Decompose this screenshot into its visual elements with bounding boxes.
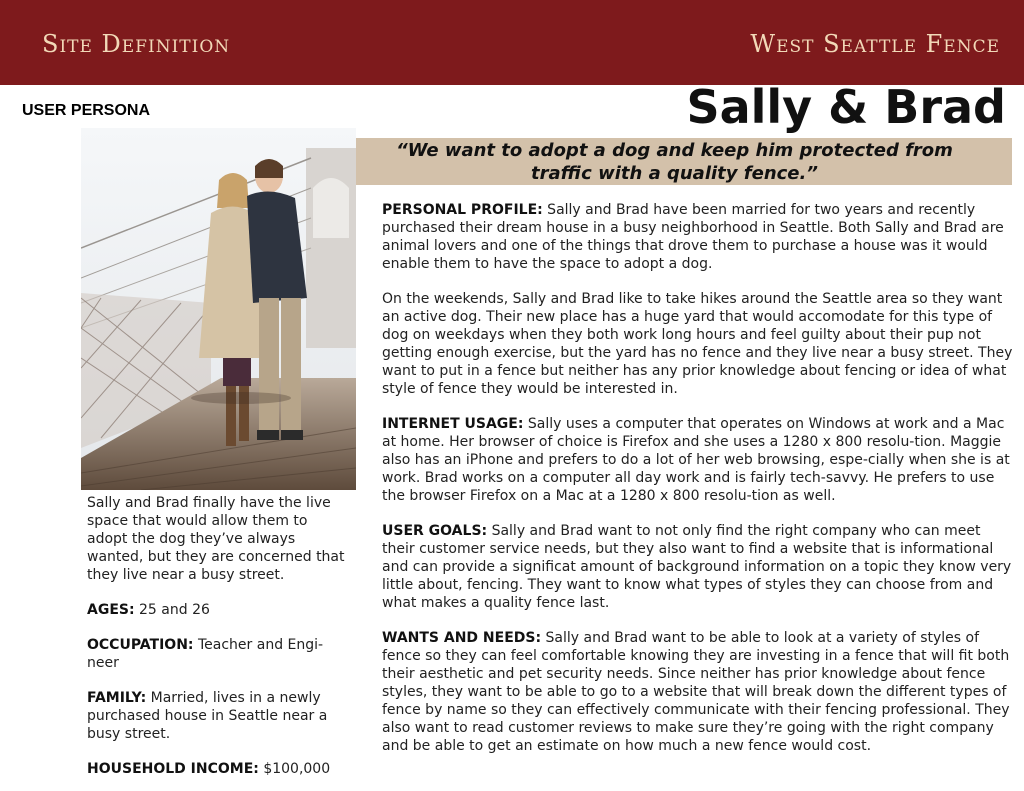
internet-usage-label: INTERNET USAGE: — [382, 416, 524, 432]
personal-profile-text: Sally and Brad have been married for two years and recently purchased their dream house in a busy neighborhood in Seattle. Both Sally and Brad are animal lovers and one of the things that drove them to purchase a house was it would enable them to have the space to adopt a dog. — [382, 202, 1004, 272]
personal-profile-label: PERSONAL PROFILE: — [382, 202, 543, 218]
ages-value: 25 and 26 — [134, 602, 210, 618]
persona-label: USER PERSONA — [22, 102, 151, 119]
wants-needs-section — [382, 629, 1014, 755]
internet-usage-section — [382, 415, 1014, 505]
internet-usage-text: Sally uses a computer that operates on Windows at work and a Mac at home. Her browser of choice is Firefox and she uses a 1280 x 800 resolu-tion. Maggie also has an iPhone and prefers to do a lot of her web browsing, espe-cially when she is at work. Brad works on a computer all day work and is fairly tech-savvy. He prefers to use the browser Firefox on a Mac at a 1280 x 800 resolu-tion as well. — [382, 416, 1010, 504]
persona-photo-illustration — [81, 128, 356, 490]
photo-caption: Sally and Brad finally have the live space that would allow them to adopt the dog they’ve always wanted, but they are concerned that they live near a busy street. — [87, 495, 345, 583]
persona-names: Sally & Brad — [686, 80, 1006, 134]
ages-fact — [87, 601, 352, 619]
family-label: FAMILY: — [87, 690, 147, 706]
quote-banner — [337, 138, 1012, 185]
weekends-paragraph: On the weekends, Sally and Brad like to take hikes around the Seattle area so they want an active dog. Their new place has a huge yard that would accomodate for this type of dog on weekdays when they both work long hours and feel guilty about their pup not getting enough exercise, but the yard has no fence and they live near a busy street. They want to put in a fence but neither has any prior knowledge about fencing or idea of what style of fence they would be interested in. — [382, 291, 1013, 397]
income-label: HOUSEHOLD INCOME: — [87, 761, 259, 777]
occupation-value: Teacher and Engi-neer — [87, 637, 324, 671]
occupation-fact — [87, 636, 352, 672]
occupation-label: OCCUPATION: — [87, 637, 194, 653]
persona-facts — [87, 494, 352, 791]
ages-label: AGES: — [87, 602, 135, 618]
quote-line-2: traffic with a quality fence.” — [531, 163, 818, 184]
user-goals-text: Sally and Brad want to not only find the right company who can meet their customer service needs, but they also want to find a website that is informational and can provide a significat amount of background information on a topic they know very little about, fencing. They want to know what types of styles they can choose from and what makes a quality fence last. — [382, 523, 1012, 611]
family-value: Married, lives in a newly purchased house in Seattle near a busy street. — [87, 690, 328, 742]
header-bar — [0, 0, 1024, 85]
quote-line-1: “We want to adopt a dog and keep him protected from — [396, 140, 953, 161]
header-title-left: Site Definition — [42, 30, 231, 58]
user-goals-section — [382, 522, 1014, 612]
wants-needs-text: Sally and Brad want to be able to look at a variety of styles of fence so they can feel comfortable knowing they are investing in a fence that will fit both their aesthetic and pet security needs. Since neither has prior knowledge about fence styles, they want to be able to go to a website that will break down the different types of fence by name so they can effectively communicate with their fencing professional. They also want to read customer reviews to make sure they’re going with the right company and be able to get an estimate on how much a new fence would cost. — [382, 630, 1010, 754]
family-fact — [87, 689, 352, 743]
wants-needs-label: WANTS AND NEEDS: — [382, 630, 542, 646]
persona-photo — [81, 128, 356, 490]
income-value: $100,000 — [258, 761, 331, 777]
user-goals-label: USER GOALS: — [382, 523, 488, 539]
header-title-right: West Seattle Fence — [750, 30, 1000, 58]
persona-details — [382, 201, 1014, 772]
personal-profile-section — [382, 201, 1014, 273]
income-fact — [87, 760, 352, 778]
